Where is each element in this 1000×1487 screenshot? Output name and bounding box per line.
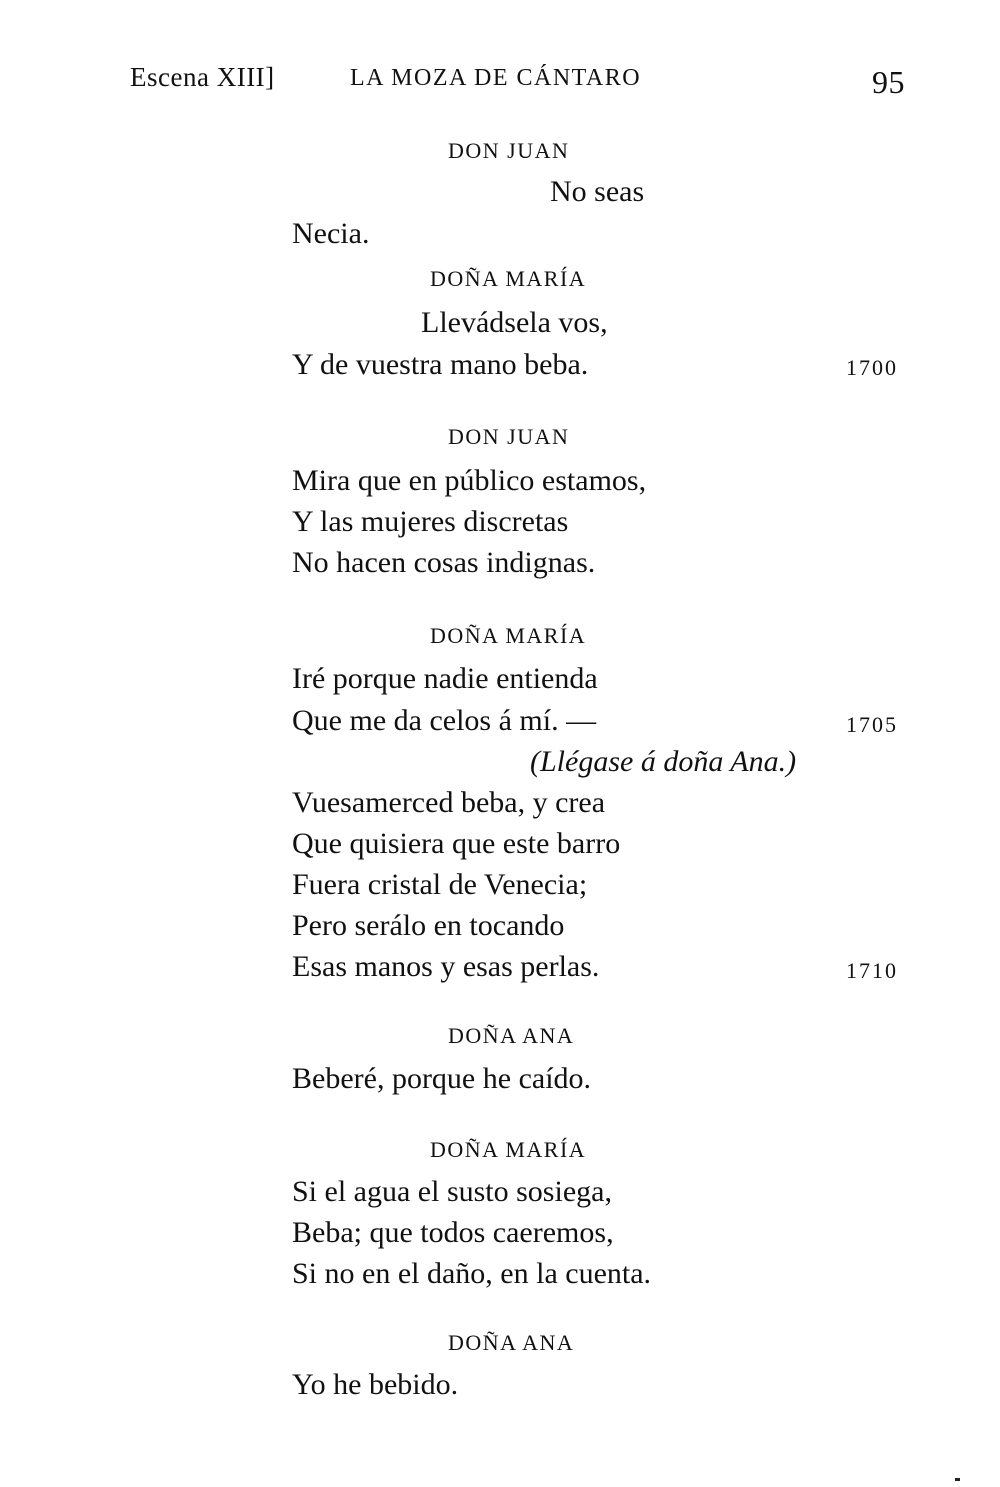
speaker-label: DON JUAN [448, 424, 570, 449]
verse-line: Vuesamerced beba, y crea [292, 786, 606, 819]
verse-line: Necia. [292, 217, 370, 250]
verse-line: No hacen cosas indignas. [292, 546, 596, 579]
page-number: 95 [872, 64, 905, 100]
speaker-label: DON JUAN [448, 138, 570, 163]
verse-line: Iré porque nadie entienda [292, 662, 598, 695]
running-header-title: LA MOZA DE CÁNTARO [350, 65, 642, 91]
line-number: 1700 [846, 355, 898, 380]
verse-line: Que me da celos á mí. — [292, 704, 597, 737]
verse-line: Que quisiera que este barro [292, 827, 621, 860]
speaker-label: DOÑA MARÍA [430, 1137, 587, 1162]
verse-line: Mira que en público estamos, [292, 464, 647, 497]
stage-direction: (Llégase á doña Ana.) [530, 745, 797, 778]
speaker-label: DOÑA MARÍA [430, 266, 587, 291]
verse-line: Si el agua el susto sosiega, [292, 1175, 612, 1208]
verse-line: Pero serálo en tocando [292, 909, 565, 942]
running-header-scene: Escena XIII] [130, 62, 275, 92]
verse-line: Si no en el daño, en la cuenta. [292, 1257, 652, 1290]
verse-line: Beba; que todos caeremos, [292, 1216, 614, 1249]
speaker-label: DOÑA MARÍA [430, 623, 587, 648]
verse-line: Y de vuestra mano beba. [292, 348, 589, 381]
verse-line: No seas [550, 175, 645, 208]
line-number: 1710 [846, 958, 898, 983]
line-number: 1705 [846, 712, 898, 737]
speaker-label: DOÑA ANA [448, 1330, 575, 1355]
verse-line: Y las mujeres discretas [292, 505, 569, 538]
verse-line: Esas manos y esas perlas. [292, 950, 600, 983]
verse-line: Fuera cristal de Venecia; [292, 868, 588, 901]
verse-line: Beberé, porque he caído. [292, 1062, 592, 1095]
speaker-label: DOÑA ANA [448, 1023, 575, 1048]
scan-speck [955, 1478, 960, 1481]
verse-line: Yo he bebido. [292, 1368, 459, 1401]
verse-line: Llevádsela vos, [421, 306, 608, 339]
